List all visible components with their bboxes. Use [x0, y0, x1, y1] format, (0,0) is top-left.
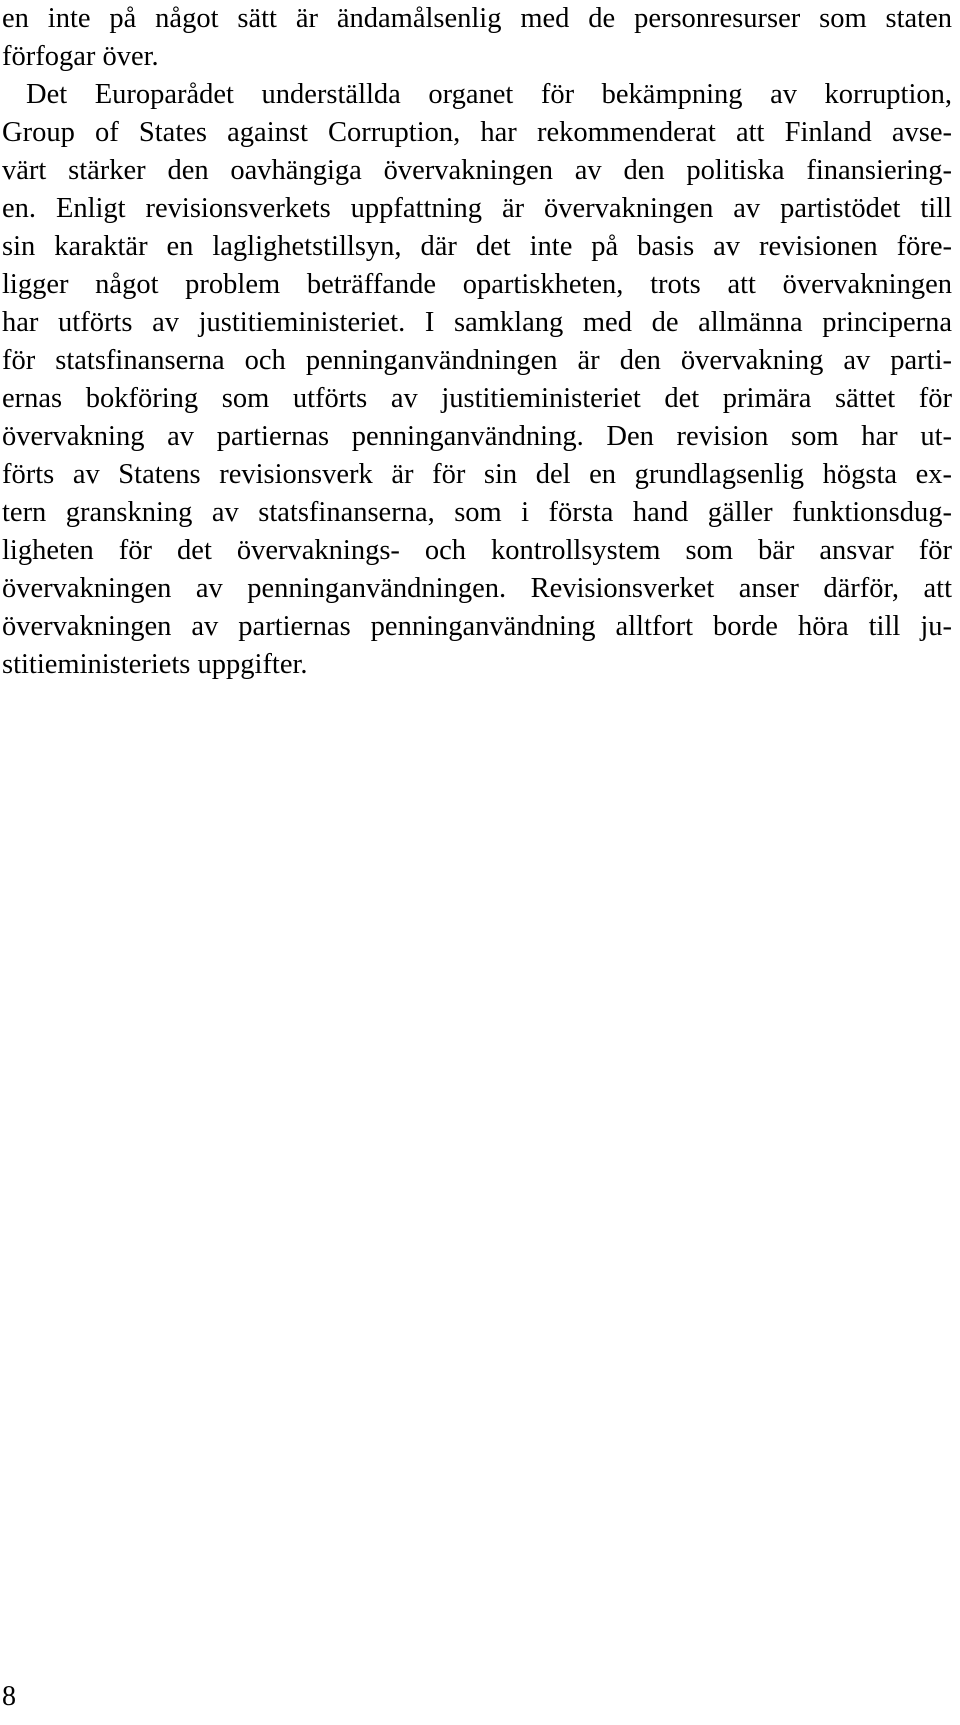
text-line: förfogar över.	[2, 41, 159, 72]
text-line: övervakningen av penninganvändningen. Revisionsverket anser därför, att	[2, 573, 952, 604]
text-line: har utförts av justitieministeriet. I samklang med de allmänna principerna	[2, 307, 952, 338]
text-line: förts av Statens revisionsverk är för sin del en grundlagsenlig högsta ex-	[2, 459, 952, 490]
text-line: ligger något problem beträffande opartiskheten, trots att övervakningen	[2, 269, 952, 300]
text-line: en inte på något sätt är ändamålsenlig med de personresurser som staten	[2, 3, 952, 34]
text-line: värt stärker den oavhängiga övervakningen av den politiska finansiering-	[2, 155, 952, 186]
text-line: övervakning av partiernas penninganvändning. Den revision som har ut-	[2, 421, 952, 452]
text-line: Det Europarådet underställda organet för bekämpning av korruption,	[26, 79, 952, 110]
text-line: övervakningen av partiernas penninganvändning alltfort borde höra till ju-	[2, 611, 952, 642]
text-line: Group of States against Corruption, har rekommenderat att Finland avse-	[2, 117, 952, 148]
page-number: 8	[2, 1681, 16, 1712]
text-line: tern granskning av statsfinanserna, som i första hand gäller funktionsdug-	[2, 497, 952, 528]
text-line: ligheten för det övervaknings- och kontrollsystem som bär ansvar för	[2, 535, 952, 566]
text-line: stitieministeriets uppgifter.	[2, 649, 308, 680]
text-line: en. Enligt revisionsverkets uppfattning är övervakningen av partistödet till	[2, 193, 952, 224]
text-line: sin karaktär en laglighetstillsyn, där det inte på basis av revisionen före-	[2, 231, 952, 262]
body-text	[2, 0, 952, 684]
text-line: ernas bokföring som utförts av justitieministeriet det primära sättet för	[2, 383, 952, 414]
text-line: för statsfinanserna och penninganvändningen är den övervakning av parti-	[2, 345, 952, 376]
